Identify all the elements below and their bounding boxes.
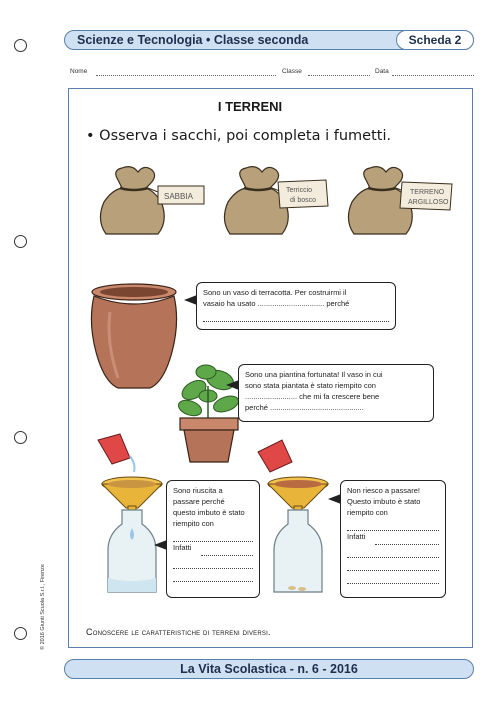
answer-line[interactable] — [173, 571, 253, 582]
footer-bar: La Vita Scolastica - n. 6 - 2016 — [64, 659, 474, 679]
binder-hole — [14, 431, 27, 444]
subject-title: Scienze e Tecnologia • Classe seconda — [77, 33, 309, 47]
bubble-right-text-3: riempito con — [347, 508, 388, 517]
sack-label-sand: SABBIA — [164, 192, 193, 201]
class-field[interactable] — [308, 75, 370, 76]
student-fields — [70, 68, 475, 80]
name-field[interactable] — [96, 75, 276, 76]
date-label: Data — [375, 68, 389, 75]
bubble-left-text-5: Infatti — [173, 543, 192, 552]
class-label: Classe — [282, 68, 302, 75]
answer-line[interactable] — [347, 520, 439, 531]
speech-bubble-plant — [238, 364, 434, 422]
bubble-plant-text-2: sono stata piantata è stato riempito con — [245, 381, 376, 390]
copyright-notice: © 2016 Giunti Scuola S.r.l., Firenze — [40, 564, 46, 650]
bubble-tail — [226, 380, 239, 390]
bubble-vase-text-2: vasaio ha usato ................................ perché — [203, 299, 350, 308]
bubble-plant-text-4: perché ............................................. — [245, 403, 364, 412]
answer-line[interactable] — [203, 311, 389, 322]
sheet-tab: Scheda 2 — [396, 30, 474, 50]
speech-bubble-funnel-right — [340, 480, 446, 598]
binder-hole — [14, 627, 27, 640]
bubble-left-text-4: riempito con — [173, 519, 214, 528]
bubble-left-text-3: questo imbuto è stato — [173, 508, 245, 517]
bubble-left-text-2: passare perché — [173, 497, 225, 506]
date-field[interactable] — [392, 75, 474, 76]
speech-bubble-vase — [196, 282, 396, 330]
answer-line[interactable] — [173, 558, 253, 569]
answer-line[interactable] — [173, 531, 253, 542]
instruction-text: • Osserva i sacchi, poi completa i fumetti. — [86, 128, 392, 144]
binder-hole — [14, 39, 27, 52]
bubble-plant-text-3: ......................... che mi fa crescere bene — [245, 392, 380, 401]
sack-sand-illustration — [92, 162, 212, 242]
bubble-plant-text-1: Sono una piantina fortunata! Il vaso in cui — [245, 370, 383, 379]
potted-plant-illustration — [172, 360, 248, 470]
bubble-tail — [154, 540, 167, 550]
name-label: Nome — [70, 68, 88, 75]
sack-woodland-soil-illustration — [216, 162, 336, 242]
bubble-tail — [184, 295, 197, 305]
bubble-vase-text-1: Sono un vaso di terracotta. Per costruirmi il — [203, 288, 347, 297]
funnel-bottle-right-illustration — [256, 432, 342, 600]
answer-line[interactable] — [201, 545, 253, 556]
answer-line[interactable] — [347, 547, 439, 558]
page-title: I TERRENI — [217, 99, 283, 114]
bubble-right-text-2: Questo imbuto è stato — [347, 497, 421, 506]
sack-clay-soil-illustration — [340, 162, 460, 242]
bubble-tail — [328, 494, 341, 504]
speech-bubble-funnel-left — [166, 480, 260, 598]
bubble-left-text-1: Sono riuscita a — [173, 486, 223, 495]
sack-label-clay-2: ARGILLOSO — [408, 199, 449, 206]
bubble-right-text-1: Non riesco a passare! — [347, 486, 420, 495]
sack-label-woodland-2: di bosco — [290, 197, 317, 204]
answer-line[interactable] — [375, 534, 439, 545]
answer-line[interactable] — [347, 573, 439, 584]
bubble-right-text-4: Infatti — [347, 532, 366, 541]
binder-hole — [14, 235, 27, 248]
sack-label-clay-1: TERRENO — [410, 189, 445, 196]
funnel-bottle-left-illustration — [90, 432, 176, 600]
terracotta-vase-illustration — [84, 282, 184, 394]
learning-objective: Conoscere le caratteristiche di terreni diversi. — [86, 627, 271, 637]
sack-label-woodland-1: Terriccio — [286, 187, 313, 194]
answer-line[interactable] — [347, 560, 439, 571]
header-bar — [64, 30, 474, 50]
